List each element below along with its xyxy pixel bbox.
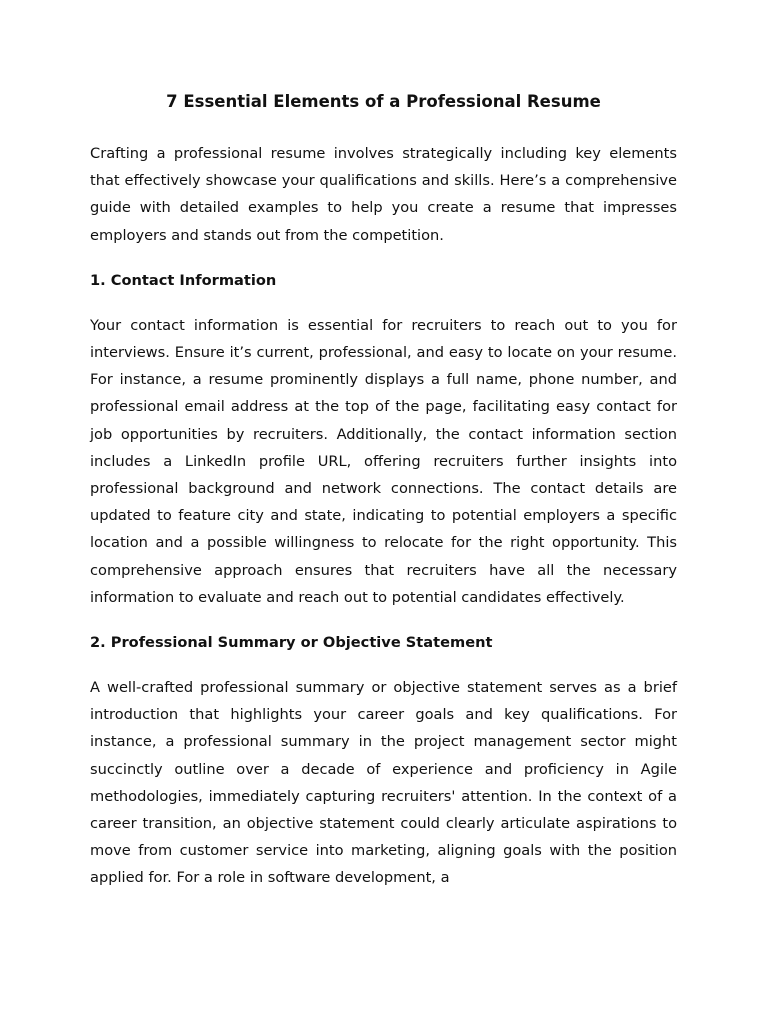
section-professional-summary <box>90 629 677 892</box>
document-title: 7 Essential Elements of a Professional Resume <box>166 92 601 111</box>
document-page <box>90 88 677 910</box>
section-paragraph: Your contact information is essential for recruiters to reach out to you for interviews. Ensure it’s current, professional, and easy to locate on your resume. For instance, a resume prominently displays a full name, phone number, and professional email address at the top of the page, facilitating easy contact for job opportunities by recruiters. Additionally, the contact information section includes a LinkedIn profile URL, offering recruiters further insights into professional background and network connections. The contact details are updated to feature city and state, indicating to potential employers a specific location and a possible willingness to relocate for the right opportunity. This comprehensive approach ensures that recruiters have all the necessary information to evaluate and reach out to potential candidates effectively. <box>90 316 677 606</box>
intro-paragraph: Crafting a professional resume involves strategically including key elements that effectively showcase your qualifications and skills. Here’s a comprehensive guide with detailed examples to help you create a resume that impresses employers and stands out from the competition. <box>90 145 677 244</box>
section-heading: 1. Contact Information <box>90 271 277 289</box>
section-contact-information <box>90 267 677 611</box>
section-paragraph: A well-crafted professional summary or objective statement serves as a brief introduction that highlights your career goals and key qualifications. For instance, a professional summary in the project management sector might succinctly outline over a decade of experience and proficiency in Agile methodologies, immediately capturing recruiters' attention. In the context of a career transition, an objective statement could clearly articulate aspirations to move from customer service into marketing, aligning goals with the position applied for. For a role in software development, a <box>90 679 677 887</box>
section-heading: 2. Professional Summary or Objective Statement <box>90 634 493 652</box>
